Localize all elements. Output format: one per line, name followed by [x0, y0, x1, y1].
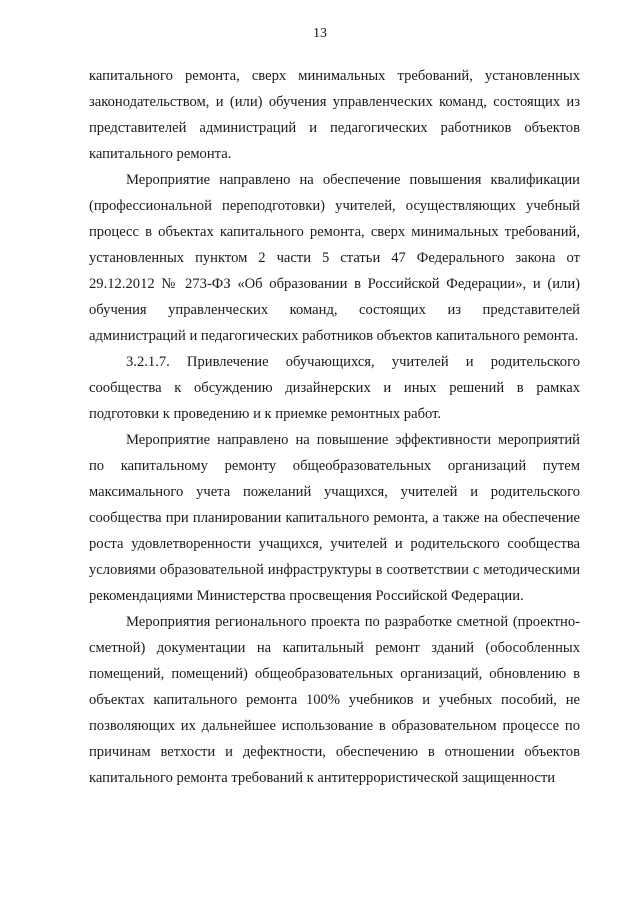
document-body — [89, 63, 580, 791]
paragraph: Мероприятия регионального проекта по разработке сметной (проектно-сметной) документации на капитальный ремонт зданий (обособленных помещений, помещений) общеобразовательных организаций, обновлению в объектах капитального ремонта 100% учебников и учебных пособий, не позволяющих их дальнейшее использование в образовательном процессе по причинам ветхости и дефектности, обеспечению в отношении объектов капитального ремонта требований к антитеррористической защищенности — [89, 614, 580, 786]
paragraph-continuation: капитального ремонта, сверх минимальных требований, установленных законодательством, и (или) обучения управленческих команд, состоящих из представителей администраций и педагогических работников объектов капитального ремонта. — [89, 68, 580, 162]
page-number: 13 — [313, 26, 327, 41]
paragraph: Мероприятие направлено на повышение эффективности мероприятий по капитальному ремонту общеобразовательных организаций путем максимального учета пожеланий учащихся, учителей и родительского сообщества при планировании капитального ремонта, а также на обеспечение роста удовлетворенности учащихся, учителей и родительского сообщества условиями образовательной инфраструктуры в соответствии с методическими рекомендациями Министерства просвещения Российской Федерации. — [89, 432, 580, 604]
paragraph: Мероприятие направлено на обеспечение повышения квалификации (профессиональной переподготовки) учителей, осуществляющих учебный процесс в объектах капитального ремонта, сверх минимальных требований, установленных пунктом 2 части 5 статьи 47 Федерального закона от 29.12.2012 № 273-ФЗ «Об образовании в Российской Федерации», и (или) обучения управленческих команд, состоящих из представителей администраций и педагогических работников объектов капитального ремонта. — [89, 172, 580, 344]
paragraph-section-heading: 3.2.1.7. Привлечение обучающихся, учителей и родительского сообщества к обсуждению дизайнерских и иных решений в рамках подготовки к проведению и к приемке ремонтных работ. — [89, 354, 580, 422]
